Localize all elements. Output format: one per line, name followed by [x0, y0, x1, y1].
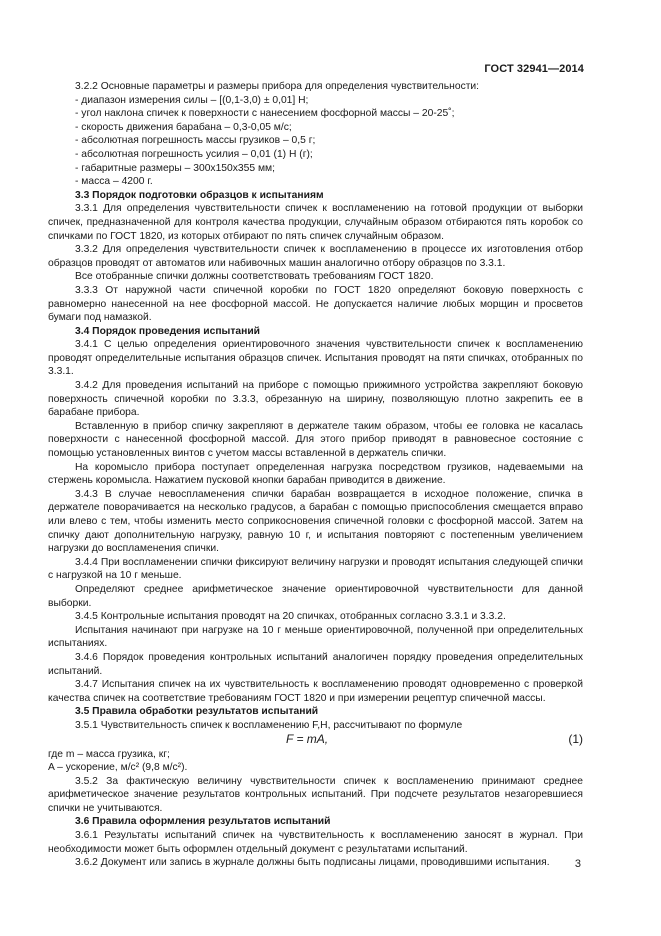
- paragraph-3-5-1: 3.5.1 Чувствительность спичек к воспламенению F,Н, рассчитывают по формуле: [75, 719, 463, 731]
- list-item: - абсолютная погрешность массы грузиков – 0,5 г;: [75, 135, 316, 147]
- paragraph-3-4-2: 3.4.2 Для проведения испытаний на приборе с помощью прижимного устройства закрепляют боковую поверхность спичечной коробки по 3.3.3, обрезанную на ширину, позволяющую плотно закрепить ее в барабане прибора.: [48, 380, 583, 419]
- list-item: - габаритные размеры – 300х150х355 мм;: [75, 162, 275, 174]
- paragraph-3-4-7: 3.4.7 Испытания спичек на их чувствительность к воспламенению проводят одновременно с проверкой качества спичек на соответствие требованиям ГОСТ 1820 и при измерении рецептур спичечной массы.: [48, 679, 583, 704]
- list-item: - масса – 4200 г.: [75, 176, 153, 188]
- list-item: - абсолютная погрешность усилия – 0,01 (1) Н (г);: [75, 148, 313, 160]
- paragraph-3-6-1: 3.6.1 Результаты испытаний спичек на чувствительность к воспламенению заносят в журнал. При необходимости может быть оформлен отдельный документ с результатами испытаний.: [48, 830, 583, 855]
- paragraph-3-4-4-b: Определяют среднее арифметическое значение ориентировочной чувствительности для данной выборки.: [48, 583, 583, 609]
- paragraph-3-2-2: 3.2.2 Основные параметры и размеры прибора для определения чувствительности:: [75, 81, 480, 92]
- formula-row: [48, 733, 583, 748]
- paragraph-3-4-6: 3.4.6 Порядок проведения контрольных испытаний аналогичен порядку проведения определительных испытаний.: [48, 651, 583, 677]
- formula-where-a: A – ускорение, м/с² (9,8 м/с²).: [48, 762, 188, 774]
- formula: F = mA,: [286, 731, 329, 746]
- paragraph-3-4-1: 3.4.1 С целью определения ориентировочного значения чувствительности спичек к воспламенению проводят определительные испытания образцов спичек. Испытания проводят на пяти спичках, отобранных по 3.3.1.: [48, 339, 583, 378]
- section-heading-3-4: 3.4 Порядок проведения испытаний: [75, 325, 260, 337]
- paragraph-3-5-2: 3.5.2 За фактическую величину чувствительности спичек к воспламенению принимают среднее арифметическое значение результатов контрольных испытаний. При подсчете результатов незагоревшиеся спички не учитываются.: [48, 775, 583, 814]
- paragraph-3-3-3: 3.3.3 От наружной части спичечной коробки по ГОСТ 1820 определяют боковую поверхность с равномерно нанесенной на нее фосфорной массой. Не допускается наличие любых морщин и просветов бумаги под намазкой.: [48, 284, 583, 324]
- paragraph-3-4-4: 3.4.4 При воспламенении спички фиксируют величину нагрузки и проводят испытания следующей спички с нагрузкой на 10 г меньше.: [48, 556, 583, 582]
- page-number: 3: [574, 858, 581, 870]
- paragraph-3-4-2-c: На коромысло прибора поступает определенная нагрузка посредством грузиков, надеваемыми на стержень коромысла. Нажатием пусковой кнопки барабан приводится в движение.: [48, 461, 583, 487]
- paragraph-3-4-3: 3.4.3 В случае невоспламенения спички барабан возвращается в исходное положение, спичка в держателе поворачивается на несколько градусов, а барабан с помощью приспособления смещается вправо или влево с тем, чтобы изменить место соприкосновения спичечной головки с фосфорной массой. Затем на спичку дают дополнительную нагрузку, равную 10 г, и испытания повторяют с постепенным увеличением нагрузки до воспламенения спички.: [48, 488, 583, 555]
- section-heading-3-3: 3.3 Порядок подготовки образцов к испытаниям: [75, 189, 324, 201]
- list-item: - скорость движения барабана – 0,3-0,05 м/с;: [75, 121, 292, 133]
- paragraph-3-6-2: 3.6.2 Документ или запись в журнале должны быть подписаны лицами, проводившими испытания.: [75, 857, 550, 869]
- paragraph-3-3-2: 3.3.2 Для определения чувствительности спичек к воспламенению в процессе их изготовления отбор образцов проводят от автоматов или набивочных машин аналогично отбору образцов по 3.3.1.: [48, 244, 583, 269]
- paragraph-3-3-2-note: Все отобранные спички должны соответствовать требованиям ГОСТ 1820.: [75, 271, 434, 283]
- section-heading-3-5: 3.5 Правила обработки результатов испытаний: [75, 706, 319, 718]
- section-heading-3-6: 3.6 Правила оформления результатов испытаний: [75, 816, 331, 828]
- paragraph-3-3-1: 3.3.1 Для определения чувствительности спичек к воспламенению на готовой продукции от выборки спичек, предназначенной для контроля качества продукции, случайным образом отбираются пять коробок со спичками по ГОСТ 1820, из которых отбирают по пять спичек случайным образом.: [48, 203, 583, 242]
- document-body: [48, 80, 583, 870]
- paragraph-3-4-5: 3.4.5 Контрольные испытания проводят на 20 спичках, отобранных согласно 3.3.1 и 3.3.2.: [75, 611, 506, 623]
- list-item: - угол наклона спичек к поверхности с нанесением фосфорной массы – 20-25˚;: [75, 108, 455, 120]
- paragraph-3-4-5-b: Испытания начинают при нагрузке на 10 г меньше ориентировочной, полученной при определительных испытаниях.: [48, 624, 583, 650]
- standard-header: ГОСТ 32941—2014: [484, 63, 584, 75]
- formula-where-m: где m – масса грузика, кг;: [48, 748, 170, 760]
- list-item: - диапазон измерения силы – [(0,1-3,0) ± 0,01] Н;: [75, 94, 309, 106]
- formula-number: (1): [568, 731, 583, 746]
- paragraph-3-4-2-b: Вставленную в прибор спичку закрепляют в держателе таким образом, чтобы ее головка не касалась поверхности с нанесенной фосфорной массой. Для этого прибор приводят в равновесное состояние с помощью установленных винтов с учетом массы вставленной в держатель спички.: [48, 420, 583, 460]
